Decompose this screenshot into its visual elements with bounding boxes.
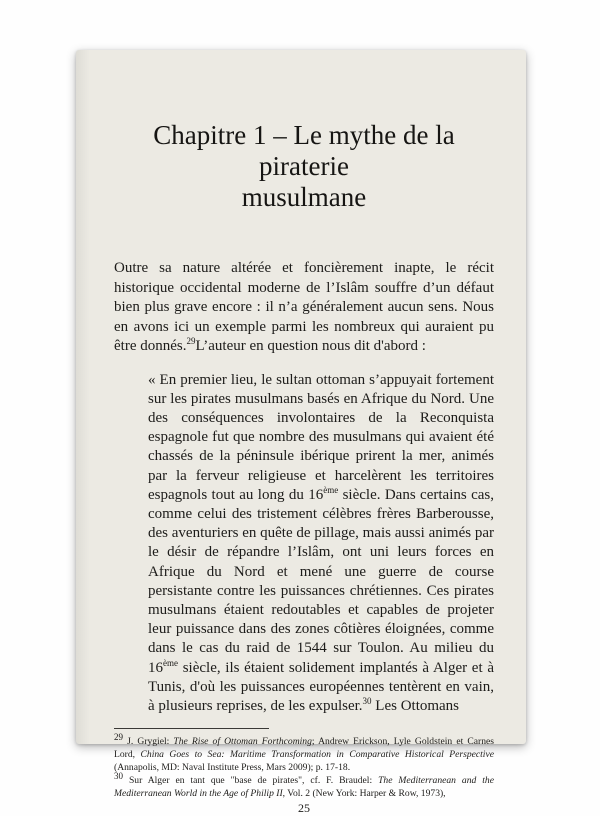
footnote-book-title: The Rise of Ottoman Forthcoming bbox=[173, 736, 312, 748]
chapter-title-line-1: Chapitre 1 – Le mythe de la piraterie bbox=[153, 120, 455, 181]
page-number: 25 bbox=[298, 801, 310, 816]
intro-paragraph bbox=[114, 259, 494, 357]
footnote-30 bbox=[114, 770, 494, 800]
footnote-number: 29 bbox=[114, 731, 123, 742]
footnote-ref-29: 29 bbox=[186, 336, 196, 346]
chapter-title-line-2: musulmane bbox=[241, 182, 367, 212]
footnote-divider bbox=[114, 728, 269, 729]
intro-text: Outre sa nature altérée et foncièrement inapte, le récit historique occidental moderne de l’Islâm souffre d’un défaut bien plus grave encore : il n’a généralement aucun sens. Nous en avons ici un exemple parmi les nombreux qui auraient pu être donnés. bbox=[114, 260, 494, 354]
footnote-text: (Annapolis, MD: Naval Institute Press, Mars 2009); p. 17-18. bbox=[114, 762, 351, 774]
footnote-29 bbox=[114, 731, 494, 774]
footnote-text: J. Grygiel: bbox=[123, 736, 174, 748]
footnote-book-title: China Goes to Sea: Maritime Transformation in Comparative Historical Perspective bbox=[140, 749, 494, 761]
footnote-text: , Vol. 2 (New York: Harper & Row, 1973), bbox=[282, 788, 446, 800]
footnote-text: ; Andrew Erickson, Lyle Goldstein et Carnes Lord, bbox=[114, 736, 494, 761]
quote-text-2: siècle. Dans certains cas, comme celui des tristement célèbres frères Barberousse, des aventuriers en quête de pillage, mais aussi animés par le désir de répandre l’Islâm, ont uni leurs forces en Afrique du Nord et mené une guerre de course persistante contre les puissances chrétiennes. Ces pirates musulmans étaient redoutables et capables de projeter leur puissance dans des zones côtières éloignées, comme dans le cas du raid de 1544 sur Toulon. Au milieu du 16 bbox=[148, 486, 494, 676]
block-quote bbox=[148, 371, 494, 717]
footnote-text: Sur Alger en tant que "base de pirates", cf. F. Braudel: bbox=[123, 775, 379, 787]
footnote-book-title: The Mediterranean and the Mediterranean World in the Age of Philip II bbox=[114, 775, 494, 800]
chapter-title bbox=[114, 120, 494, 213]
quote-text-1: « En premier lieu, le sultan ottoman s’appuyait fortement sur les pirates musulmans basés en Afrique du Nord. Une des conséquences involontaires de la Reconquista espagnole fut que nombre des musulmans qui avaient été chassés de la péninsule ibérique prirent la mer, animés par la ferveur religieuse et harcelèrent les territoires espagnols tout au long du 16 bbox=[148, 371, 494, 503]
intro-text-after: L’auteur en question nous dit d'abord : bbox=[195, 338, 426, 354]
footnote-number: 30 bbox=[114, 770, 123, 781]
footnote-ref-30: 30 bbox=[362, 695, 372, 706]
book-page bbox=[76, 50, 526, 816]
quote-text-3: siècle, ils étaient solidement implantés à Alger et à Tunis, d'où les puissances européennes tentèrent en vain, à plusieurs reprises, de les expulser. bbox=[148, 659, 494, 714]
superscript-eme-1: ème bbox=[323, 484, 339, 495]
quote-text-4: Les Ottomans bbox=[371, 697, 460, 714]
superscript-eme-2: ème bbox=[163, 657, 178, 668]
